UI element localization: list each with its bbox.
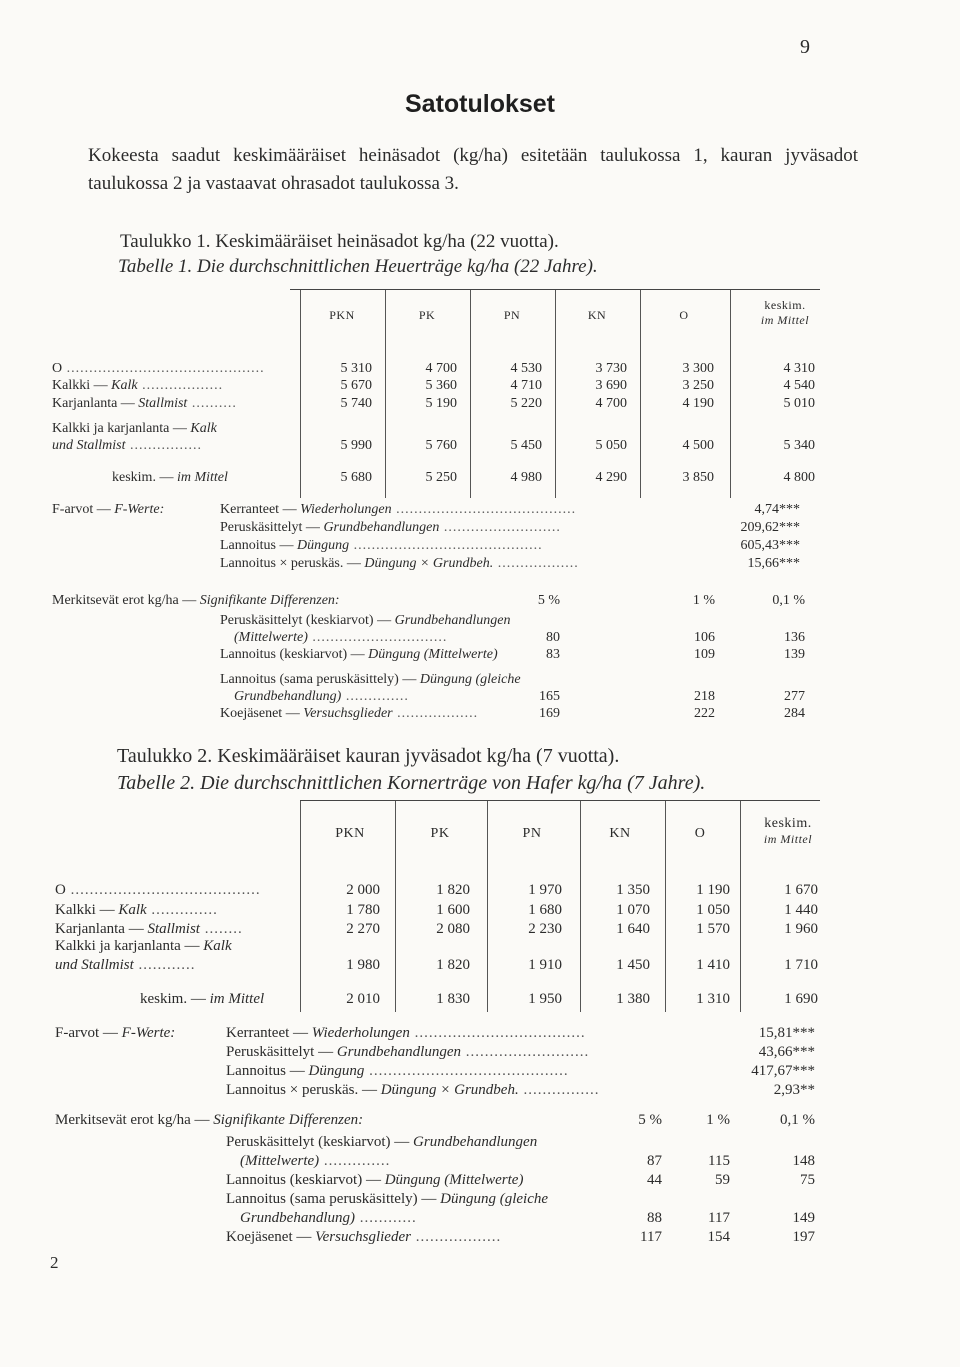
row-label: Kalkki ja karjanlanta — Kalk: [52, 421, 217, 436]
table-cell: 5 360: [425, 378, 457, 393]
table-cell: 1 780: [346, 902, 380, 918]
row-label-line2: und Stallmist ................: [52, 438, 203, 453]
table-cell: 3 730: [595, 361, 627, 376]
page-number: 9: [800, 36, 810, 58]
sig-label: Merkitsevät erot kg/ha — Signifikante Differenzen:: [55, 1112, 364, 1128]
table-cell: 4 700: [595, 396, 627, 411]
sig-value: 165: [539, 689, 560, 704]
sig-value: 117: [640, 1229, 662, 1245]
sig-value: 148: [792, 1153, 815, 1169]
table-cell: 5 190: [425, 396, 457, 411]
table-cell: 2 080: [436, 921, 470, 937]
table-cell: 1 910: [528, 957, 562, 973]
sig-level: 5 %: [638, 1112, 662, 1128]
row-label: Kalkki — Kalk ..............: [55, 902, 218, 918]
f-value: 15,81***: [758, 1025, 815, 1041]
row-label: Karjanlanta — Stallmist ........: [55, 921, 243, 937]
table-cell: 2 270: [346, 921, 380, 937]
sig-level: 1 %: [706, 1112, 730, 1128]
sig-value: 277: [784, 689, 805, 704]
mean-cell: 3 850: [682, 470, 714, 485]
row-label: O ............................................: [52, 361, 265, 376]
table-cell: 1 440: [784, 902, 818, 918]
table-cell: 3 300: [682, 361, 714, 376]
sig-value: 44: [647, 1172, 662, 1188]
table-cell: 1 980: [346, 957, 380, 973]
sig-value: 80: [546, 630, 560, 645]
column-rule: [385, 290, 386, 498]
sig-value: 154: [707, 1229, 730, 1245]
table-cell: 1 710: [784, 957, 818, 973]
f-value: 2,93**: [773, 1082, 815, 1098]
table-cell: 3 690: [595, 378, 627, 393]
column-header: PN: [522, 826, 542, 841]
sig-level: 1 %: [692, 593, 715, 608]
table-cell: 1 970: [528, 882, 562, 898]
mean-cell: 4 800: [783, 470, 815, 485]
sig-value: 197: [792, 1229, 815, 1245]
mean-cell: 5 680: [340, 470, 372, 485]
table-cell: 3 250: [682, 378, 714, 393]
table-cell: 4 190: [682, 396, 714, 411]
sig-value: 136: [784, 630, 805, 645]
table-cell: 1 570: [696, 921, 730, 937]
sig-level: 5 %: [537, 593, 560, 608]
table-cell: 1 680: [528, 902, 562, 918]
sig-value: 87: [647, 1153, 662, 1169]
column-header-mean: keskim. im Mittel: [763, 816, 813, 846]
sig-row: Koejäsenet — Versuchsglieder ..................: [226, 1229, 502, 1245]
sig-value: 169: [539, 706, 560, 721]
table2-top-rule: [300, 800, 820, 801]
mean-cell: 4 980: [510, 470, 542, 485]
row-label: Karjanlanta — Stallmist ..........: [52, 396, 237, 411]
row-label-line2: und Stallmist ............: [55, 957, 196, 973]
sig-value: 88: [647, 1210, 662, 1226]
sig-value: 109: [694, 647, 715, 662]
f-row: Lannoitus — Düngung ..........................................: [226, 1063, 569, 1079]
table-cell: 1 640: [616, 921, 650, 937]
f-row: Lannoitus × peruskäs. — Düngung × Grundbeh. ................: [226, 1082, 600, 1098]
footer-mark: 2: [50, 1253, 59, 1272]
sig-row: Lannoitus (keskiarvot) — Düngung (Mittelwerte): [220, 647, 498, 662]
mean-cell: 1 310: [696, 991, 730, 1007]
table-cell: 5 450: [510, 438, 542, 453]
column-header: PK: [430, 826, 450, 841]
sig-value: 149: [792, 1210, 815, 1226]
row-label: O ........................................: [55, 882, 261, 898]
f-label: F-arvot — F-Werte:: [52, 502, 165, 517]
table-cell: 5 740: [340, 396, 372, 411]
table2-caption-fi: Taulukko 2. Keskimääräiset kauran jyväsadot kg/ha (7 vuotta).: [117, 745, 620, 767]
table-cell: 5 670: [340, 378, 372, 393]
column-rule: [640, 290, 641, 498]
section-heading: Satotulokset: [404, 90, 556, 118]
table-cell: 1 450: [616, 957, 650, 973]
column-rule: [730, 290, 731, 498]
table-cell: 5 760: [425, 438, 457, 453]
table-cell: 5 310: [340, 361, 372, 376]
table-cell: 4 700: [425, 361, 457, 376]
sig-value: 59: [715, 1172, 730, 1188]
f-row: Kerranteet — Wiederholungen ....................................: [226, 1025, 586, 1041]
column-header: O: [679, 308, 689, 322]
column-header: KN: [587, 308, 607, 322]
table1-caption-fi: Taulukko 1. Keskimääräiset heinäsadot kg/ha (22 vuotta).: [120, 231, 559, 252]
row-label: Kalkki — Kalk ..................: [52, 378, 224, 393]
table-cell: 1 820: [436, 957, 470, 973]
mean-cell: 2 010: [346, 991, 380, 1007]
table-cell: 4 710: [510, 378, 542, 393]
column-header: PN: [503, 308, 521, 322]
column-header: O: [694, 826, 706, 841]
f-row: Peruskäsittelyt — Grundbehandlungen ..........................: [220, 520, 561, 535]
f-row: Kerranteet — Wiederholungen ........................................: [220, 502, 577, 517]
f-value: 43,66***: [758, 1044, 815, 1060]
sig-value: 115: [708, 1153, 730, 1169]
sig-label: Merkitsevät erot kg/ha — Signifikante Differenzen:: [52, 593, 340, 608]
table-cell: 5 220: [510, 396, 542, 411]
sig-row: Lannoitus (sama peruskäsittely) — Düngung (gleiche: [226, 1191, 549, 1207]
table-cell: 1 410: [696, 957, 730, 973]
mean-cell: 1 380: [616, 991, 650, 1007]
f-value: 15,66***: [747, 556, 800, 571]
mean-cell: 1 830: [436, 991, 470, 1007]
column-header: PK: [418, 308, 436, 322]
mean-cell: 1 950: [528, 991, 562, 1007]
sig-value: 218: [694, 689, 715, 704]
column-header: PKN: [329, 308, 355, 322]
table-cell: 2 000: [346, 882, 380, 898]
mean-cell: 1 690: [784, 991, 818, 1007]
mean-cell: 5 250: [425, 470, 457, 485]
sig-row-line2: Grundbehandlung) ..............: [234, 689, 409, 704]
f-row: Lannoitus × peruskäs. — Düngung × Grundbeh. ..................: [220, 556, 579, 571]
table2-caption-de: Tabelle 2. Die durchschnittlichen Kornerträge von Hafer kg/ha (7 Jahre).: [117, 772, 706, 794]
sig-row: Lannoitus (keskiarvot) — Düngung (Mittelwerte): [226, 1172, 524, 1188]
table-cell: 1 670: [784, 882, 818, 898]
table-cell: 1 600: [436, 902, 470, 918]
sig-row: Lannoitus (sama peruskäsittely) — Düngung (gleiche: [220, 672, 521, 687]
table-cell: 1 050: [696, 902, 730, 918]
sig-value: 284: [784, 706, 805, 721]
table-cell: 5 990: [340, 438, 372, 453]
mean-row-label: keskim. — im Mittel: [140, 991, 265, 1007]
column-header-mean: keskim. im Mittel: [760, 298, 810, 327]
table-cell: 4 500: [682, 438, 714, 453]
mean-cell: 4 290: [595, 470, 627, 485]
f-value: 605,43***: [740, 538, 800, 553]
column-header: PKN: [335, 826, 365, 841]
f-row: Lannoitus — Düngung ..........................................: [220, 538, 543, 553]
sig-row-line2: (Mittelwerte) ..............................: [234, 630, 448, 645]
f-value: 4,74***: [754, 502, 800, 517]
column-header: KN: [609, 826, 631, 841]
table-cell: 1 070: [616, 902, 650, 918]
sig-value: 117: [708, 1210, 730, 1226]
sig-row: Peruskäsittelyt (keskiarvot) — Grundbehandlungen: [226, 1134, 538, 1150]
sig-value: 75: [800, 1172, 815, 1188]
table-cell: 4 310: [783, 361, 815, 376]
sig-value: 83: [546, 647, 560, 662]
column-rule: [470, 290, 471, 498]
table-cell: 5 010: [783, 396, 815, 411]
sig-row-line2: Grundbehandlung) ............: [240, 1210, 417, 1226]
table-cell: 1 820: [436, 882, 470, 898]
sig-row-line2: (Mittelwerte) ..............: [240, 1153, 391, 1169]
sig-value: 222: [694, 706, 715, 721]
intro-paragraph: Kokeesta saadut keskimääräiset heinäsadot (kg/ha) esitetään taulukossa 1, kauran jyväsadot taulukossa 2 ja vastaavat ohrasadot taulukossa 3.: [88, 145, 858, 194]
table-cell: 1 960: [784, 921, 818, 937]
f-row: Peruskäsittelyt — Grundbehandlungen ..........................: [226, 1044, 590, 1060]
table-cell: 1 190: [696, 882, 730, 898]
table-cell: 4 540: [783, 378, 815, 393]
sig-value: 139: [784, 647, 805, 662]
mean-row-label: keskim. — im Mittel: [112, 470, 228, 485]
column-rule: [555, 290, 556, 498]
table-cell: 5 050: [595, 438, 627, 453]
sig-row: Koejäsenet — Versuchsglieder ..................: [220, 706, 479, 721]
sig-level: 0,1 %: [772, 593, 805, 608]
sig-row: Peruskäsittelyt (keskiarvot) — Grundbehandlungen: [220, 613, 511, 628]
f-value: 417,67***: [751, 1063, 815, 1079]
table-cell: 5 340: [783, 438, 815, 453]
sig-value: 106: [694, 630, 715, 645]
sig-level: 0,1 %: [780, 1112, 815, 1128]
table-cell: 4 530: [510, 361, 542, 376]
column-rule: [300, 290, 301, 498]
table-cell: 1 350: [616, 882, 650, 898]
table-cell: 2 230: [528, 921, 562, 937]
f-label: F-arvot — F-Werte:: [55, 1025, 176, 1041]
f-value: 209,62***: [740, 520, 800, 535]
row-label: Kalkki ja karjanlanta — Kalk: [55, 938, 232, 954]
table1-caption-de: Tabelle 1. Die durchschnittlichen Heuerträge kg/ha (22 Jahre).: [118, 256, 598, 277]
